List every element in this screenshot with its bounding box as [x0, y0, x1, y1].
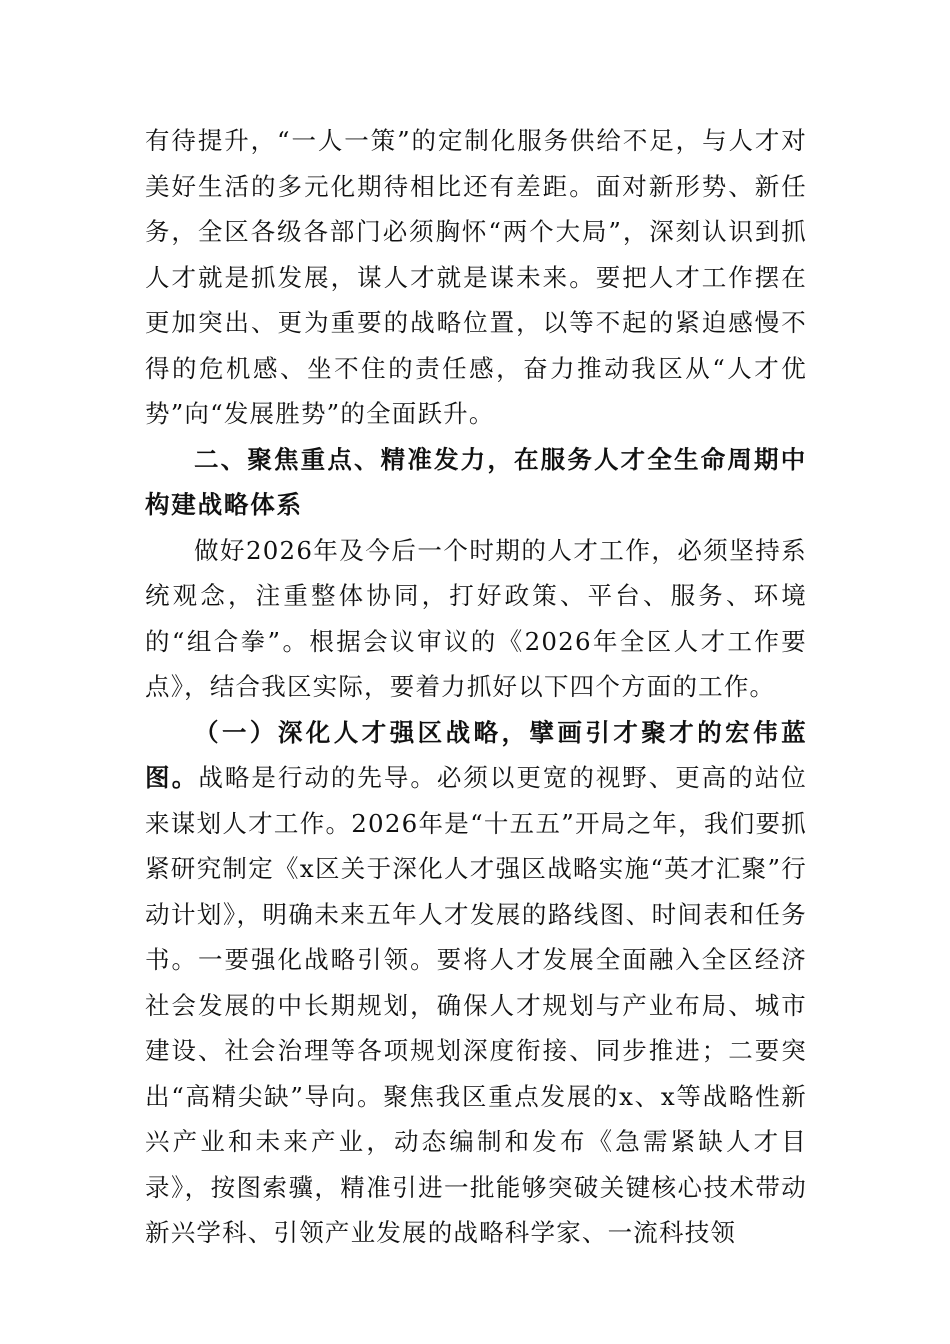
body-paragraph: 做好2026年及今后一个时期的人才工作，必须坚持系统观念，注重整体协同，打好政策、平台、服务、环境的“组合拳”。根据会议审议的《2026年全区人才工作要点》，结合我区实际，要着力抓好以下四个方面的工作。: [145, 535, 807, 701]
body-paragraph: 有待提升，“一人一策”的定制化服务供给不足，与人才对美好生活的多元化期待相比还有差距。面对新形势、新任务，全区各级各部门必须胸怀“两个大局”，深刻认识到抓人才就是抓发展，谋人才就是谋未来。要把人才工作摆在更加突出、更为重要的战略位置，以等不起的紧迫感慢不得的危机感、坐不住的责任感，奋力推动我区从“人才优势”向“发展胜势”的全面跃升。: [145, 126, 807, 428]
subsection-heading: （一）深化人才强区战略，擘画引才聚才的宏伟蓝图。: [145, 717, 807, 792]
section-heading: 二、聚焦重点、精准发力，在服务人才全生命周期中构建战略体系: [145, 444, 807, 519]
body-text: 战略是行动的先导。必须以更宽的视野、更高的站位来谋划人才工作。2026年是“十五五”开局之年，我们要抓紧研究制定《x区关于深化人才强区战略实施“英才汇聚”行动计划》，明确未来五年人才发展的路线图、时间表和任务书。一要强化战略引领。要将人才发展全面融入全区经济社会发展的中长期规划，确保人才规划与产业布局、城市建设、社会治理等各项规划深度衔接、同步推进；二要突出“高精尖缺”导向。聚焦我区重点发展的x、x等战略性新兴产业和未来产业，动态编制和发布《急需紧缺人才目录》，按图索骥，精准引进一批能够突破关键核心技术带动新兴学科、引领产业发展的战略科学家、一流科技领: [145, 763, 807, 1247]
subsection-paragraph: [145, 710, 807, 1256]
document-body: [145, 118, 807, 1256]
